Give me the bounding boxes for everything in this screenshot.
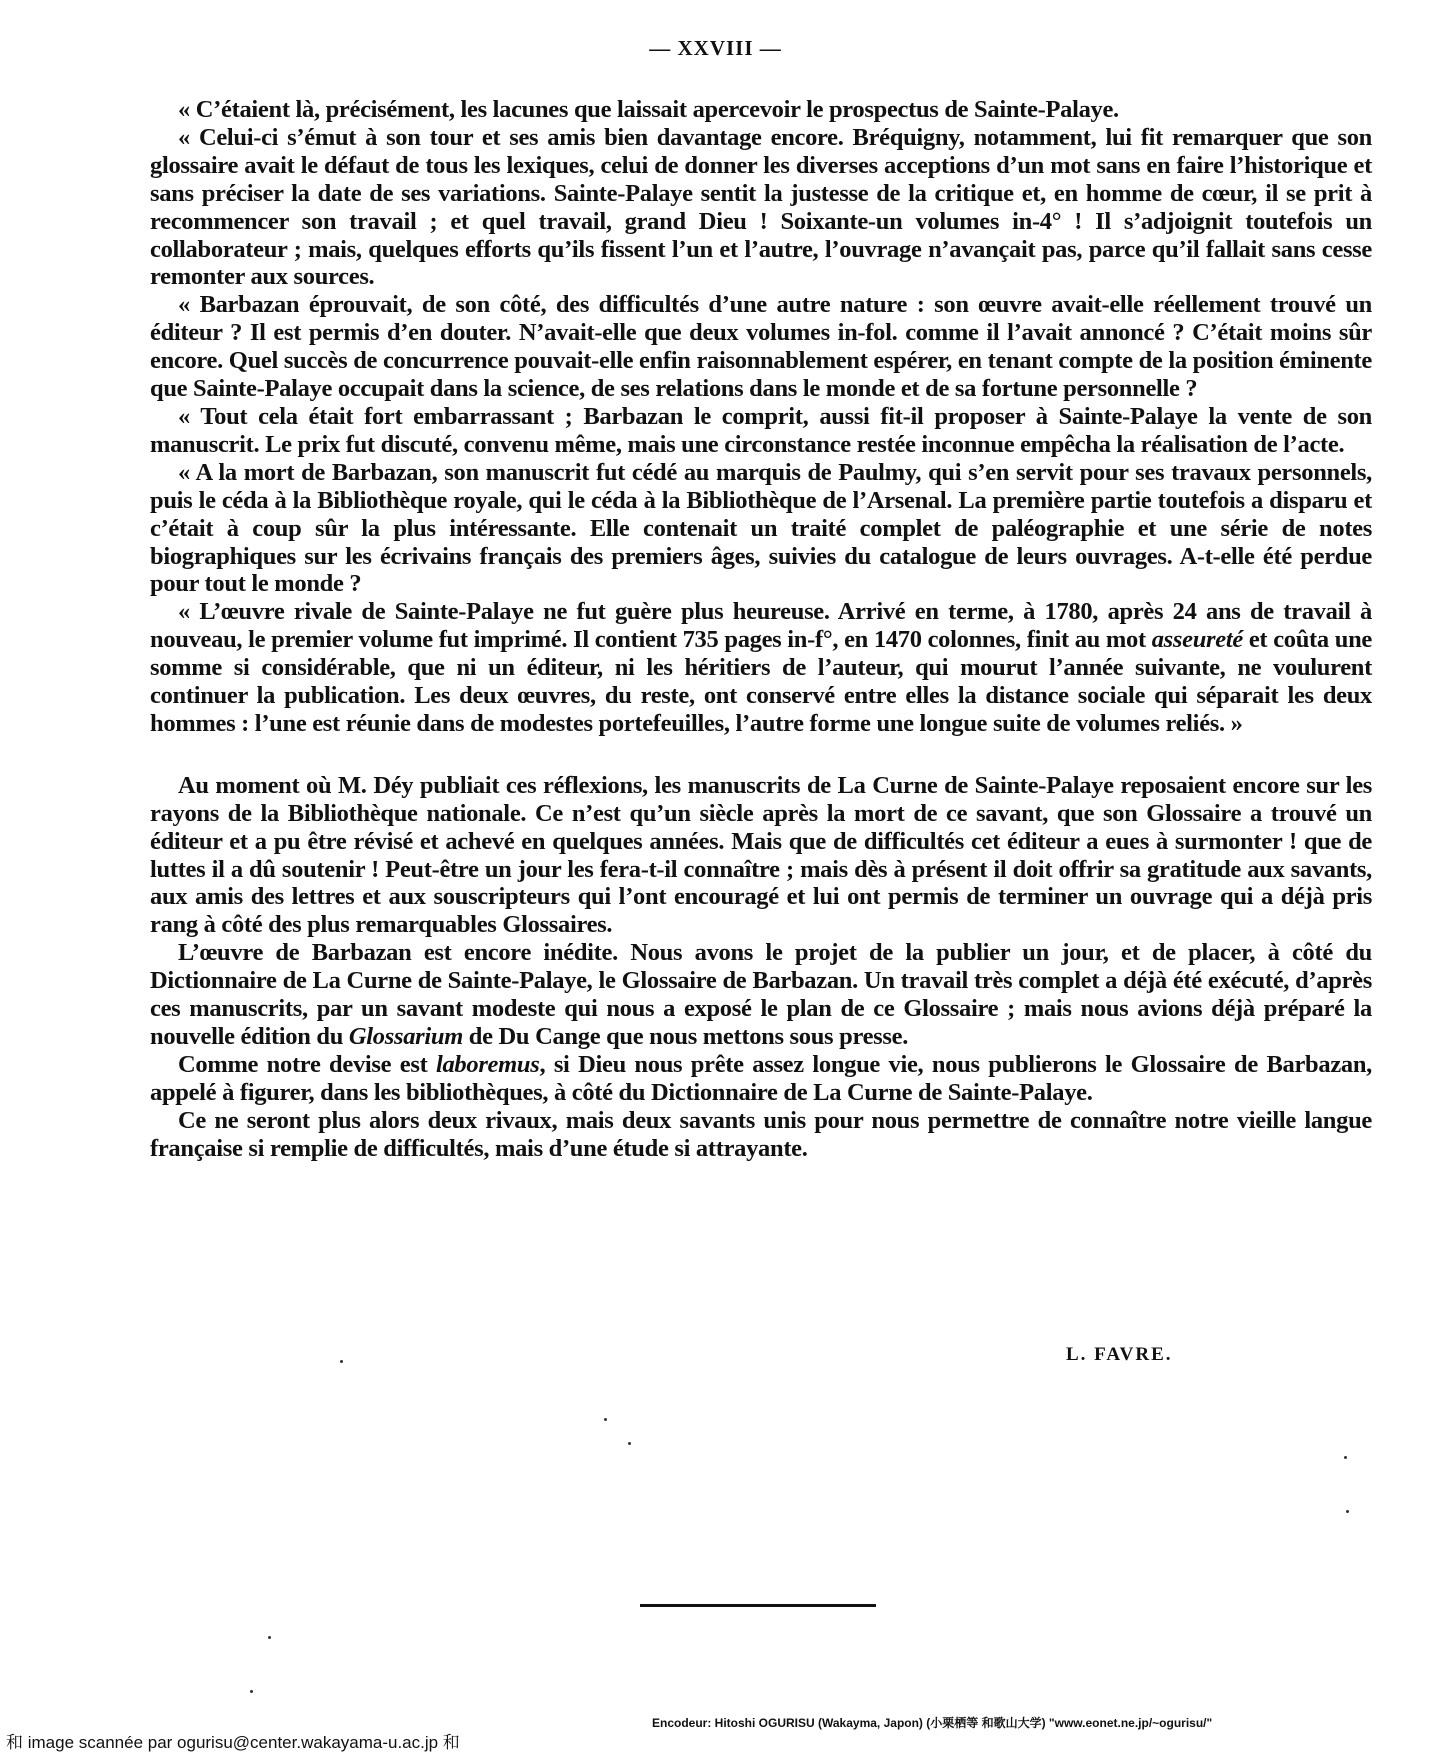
scan-speck (340, 1360, 343, 1363)
scan-speck (1344, 1456, 1347, 1459)
body-paragraph: Ce ne seront plus alors deux rivaux, mais deux savants unis pour nous permettre de connaître notre vieille langue française si remplie de difficultés, mais d’une étude si attrayante. (150, 1106, 1372, 1162)
body-text: Comme notre devise est (178, 1050, 436, 1078)
quote-paragraph: « Celui-ci s’émut à son tour et ses amis bien davantage encore. Bréquigny, notamment, lui fit remarquer que son glossaire avait le défaut de tous les lexiques, celui de donner les diverses acceptions d’un mot sans en faire l’historique et sans préciser la date de ses variations. Sainte-Palaye sentit la justesse de la critique et, en homme de cœur, il se prit à recommencer son travail ; et quel travail, grand Dieu ! Soixante-un volumes in-4° ! Il s’adjoignit toutefois un collaborateur ; mais, quelques efforts qu’ils fissent l’un et l’autre, l’ouvrage n’avançait pas, parce qu’il fallait sans cesse remonter aux sources. (150, 123, 1372, 291)
section-gap (150, 738, 1372, 772)
scan-speck (250, 1690, 253, 1693)
scan-speck (604, 1418, 607, 1421)
page-number-header: — XXVIII — (649, 36, 782, 60)
italic-word: asseureté (1151, 626, 1243, 654)
scan-speck (268, 1636, 271, 1639)
body-text: , si Dieu nous prête assez longue vie, nous publierons le Glossaire de Barbazan, appelé à figurer, dans les bibliothèques, à côté du Dictionnaire de La Curne de Sainte-Palaye. (150, 1050, 1373, 1106)
quote-paragraph (150, 598, 1372, 738)
scan-speck (628, 1442, 631, 1445)
encoder-credit: Encodeur: Hitoshi OGURISU (Wakayma, Japon) (小栗栖等 和歌山大学) "www.eonet.ne.jp/~ogurisu/" (652, 1716, 1213, 1730)
italic-word: laboremus (435, 1050, 540, 1078)
quote-text: « L’œuvre rivale de Sainte-Palaye ne fut guère plus heureuse. Arrivé en terme, à 1780, après 24 ans de travail à nouveau, le premier volume fut imprimé. Il contient 735 pages in-f°, en 1470 colonnes, finit au mot (150, 598, 1372, 654)
body-paragraph: Au moment où M. Déy publiait ces réflexions, les manuscrits de La Curne de Sainte-Palaye reposaient encore sur les rayons de la Bibliothèque nationale. Ce n’est qu’un siècle après la mort de ce savant, que son Glossaire a trouvé un éditeur et a pu être révisé et achevé en quelques années. Mais que de difficultés cet éditeur a eues à surmonter ! que de luttes il a dû soutenir ! Peut-être un jour les fera-t-il connaître ; mais dès à présent il doit offrir sa gratitude aux savants, aux amis des lettres et aux souscripteurs qui l’ont encouragé et lui ont permis de terminer un ouvrage qui a déjà pris rang à côté des plus remarquables Glossaires. (150, 771, 1372, 939)
body-text: de Du Cange que nous mettons sous presse. (462, 1023, 909, 1050)
quote-paragraph: « A la mort de Barbazan, son manuscrit fut cédé au marquis de Paulmy, qui s’en servit pour ses travaux personnels, puis le céda à la Bibliothèque royale, qui le céda à la Bibliothèque de l’Arsenal. La première partie toutefois a disparu et c’était à coup sûr la plus intéressante. Elle contenait un traité complet de paléographie et une série de notes biographiques sur les écrivains français des premiers âges, suivies du catalogue de leurs ouvrages. A-t-elle été perdue pour tout le monde ? (150, 458, 1372, 598)
body-text: L’œuvre de Barbazan est encore inédite. Nous avons le projet de la publier un jour, et de placer, à côté du Dictionnaire de La Curne de Sainte-Palaye, le Glossaire de Barbazan. Un travail très complet a déjà été exécuté, d’après ces manuscrits, par un savant modeste qui nous a exposé le plan de ce Glossaire ; mais nous avions déjà préparé la nouvelle édition du (150, 939, 1372, 1050)
quote-text: et coûta une somme si considérable, que ni un éditeur, ni les héritiers de l’auteur, qui mourut l’année suivante, ne voulurent continuer la publication. Les deux œuvres, du reste, ont conservé entre elles la distance sociale qui séparait les deux hommes : l’une est réunie dans de modestes portefeuilles, l’autre forme une longue suite de volumes reliés. » (150, 626, 1372, 737)
quote-paragraph: « Barbazan éprouvait, de son côté, des difficultés d’une autre nature : son œuvre avait-elle réellement trouvé un éditeur ? Il est permis d’en douter. N’avait-elle que deux volumes in-fol. comme il l’avait annoncé ? C’était moins sûr encore. Quel succès de concurrence pouvait-elle enfin raisonnablement espérer, en tenant compte de la position éminente que Sainte-Palaye occupait dans la science, de ses relations dans le monde et de sa fortune personnelle ? (150, 291, 1372, 403)
quote-paragraph: « C’étaient là, précisément, les lacunes que laissait apercevoir le prospectus de Sainte-Palaye. (178, 96, 1119, 123)
page-body (150, 96, 1372, 1163)
quote-paragraph: « Tout cela était fort embarrassant ; Barbazan le comprit, aussi fit-il proposer à Sainte-Palaye la vente de son manuscrit. Le prix fut discuté, convenu même, mais une circonstance restée inconnue empêcha la réalisation de l’acte. (150, 402, 1372, 458)
body-paragraph (150, 939, 1372, 1051)
body-paragraph (150, 1051, 1372, 1107)
scan-speck (1346, 1510, 1349, 1513)
horizontal-rule (640, 1604, 876, 1607)
scan-credit: 和 image scannée par ogurisu@center.wakayama-u.ac.jp 和 (6, 1733, 460, 1752)
author-signature: L. FAVRE. (1066, 1344, 1173, 1365)
italic-word: Glossarium (348, 1023, 463, 1050)
